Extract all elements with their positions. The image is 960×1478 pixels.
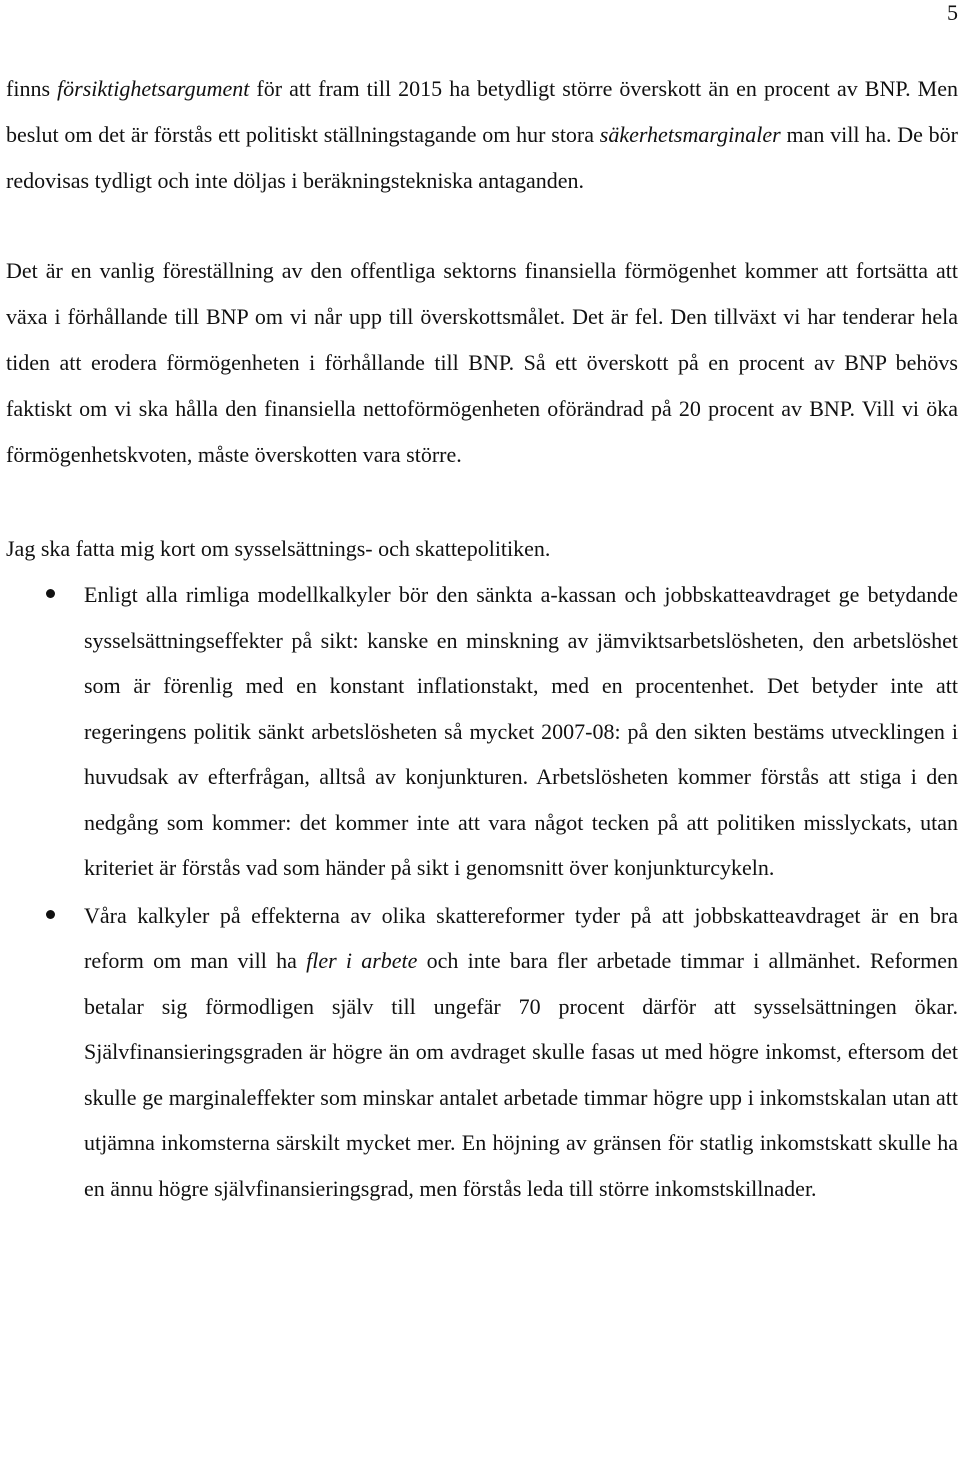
bullet-icon xyxy=(46,589,55,598)
paragraph-2: Det är en vanlig föreställning av den offentliga sektorns finansiella förmögenhet kommer att fortsätta att växa i förhållande till BNP om vi når upp till överskottsmålet. Det är fel. Den tillväxt vi har tenderar hela tiden att erodera förmögenheten i förhållande till BNP. Så ett överskott på en procent av BNP behövs faktiskt om vi ska hålla den finansiella nettoförmögenheten oförändrad på 20 procent av BNP. Vill vi öka förmögenhetskvoten, måste överskotten vara större. xyxy=(6,258,958,467)
bullet-icon xyxy=(46,910,55,919)
document-body xyxy=(6,66,958,1211)
paragraph-1-text-3: man vill ha. De bör redovisas tydligt och inte döljas i beräkningstekniska antaganden. xyxy=(6,122,958,193)
bullet-item-1-text: Enligt alla rimliga modellkalkyler bör den sänkta a-kassan och jobbskatteavdraget ge betydande sysselsättningseffekter på sikt: kanske en minskning av jämviktsarbetslösheten, den arbetslöshet som är förenlig med en konstant inflationstakt, med en procentenhet. Det betyder inte att regeringens politik sänkt arbetslösheten så mycket 2007-08: på den sikten bestäms utvecklingen i huvudsak av efterfrågan, alltså av konjunkturen. Arbetslösheten kommer förstås att stiga i den nedgång som kommer: det kommer inte att vara något tecken på att politiken misslyckats, utan kriteriet är förstås vad som händer på sikt i genomsnitt över konjunkturcykeln. xyxy=(84,582,958,880)
page-number: 5 xyxy=(947,0,958,25)
paragraph-3: Jag ska fatta mig kort om sysselsättnings- och skattepolitiken. xyxy=(6,536,551,561)
paragraph-1 xyxy=(6,66,958,204)
bullet-item-2-italic: fler i arbete xyxy=(306,948,418,973)
bullet-item-1 xyxy=(6,572,958,891)
paragraph-1-italic-2: säkerhetsmarginaler xyxy=(599,122,781,147)
bullet-item-2 xyxy=(6,893,958,1212)
bullet-item-2-text-2: och inte bara fler arbetade timmar i allmänhet. Reformen betalar sig förmodligen själv till ungefär 70 procent därför att sysselsättningen ökar. Självfinansieringsgraden är högre än om avdraget skulle fasas ut med högre inkomst, eftersom det skulle ge marginaleffekter som minskar antalet arbetade timmar högre upp i inkomstskalan utan att utjämna inkomsterna särskilt mycket mer. En höjning av gränsen för statlig inkomstskatt skulle ha en ännu högre självfinansieringsgrad, men förstås leda till större inkomstskillnader. xyxy=(84,948,958,1201)
paragraph-1-text-1: finns xyxy=(6,76,58,101)
paragraph-1-italic-1: försiktighetsargument xyxy=(57,76,250,101)
paragraph-1-text-2: för att fram till 2015 ha betydligt större överskott än en procent av BNP. Men beslut om det är förstås ett politiskt ställningstagande om hur stora xyxy=(6,76,959,147)
bullet-list xyxy=(6,572,958,1211)
bullet-item-2-text-1: Våra kalkyler på effekterna av olika skattereformer tyder på att jobbskatteavdraget är en bra reform om man vill ha xyxy=(84,902,958,973)
